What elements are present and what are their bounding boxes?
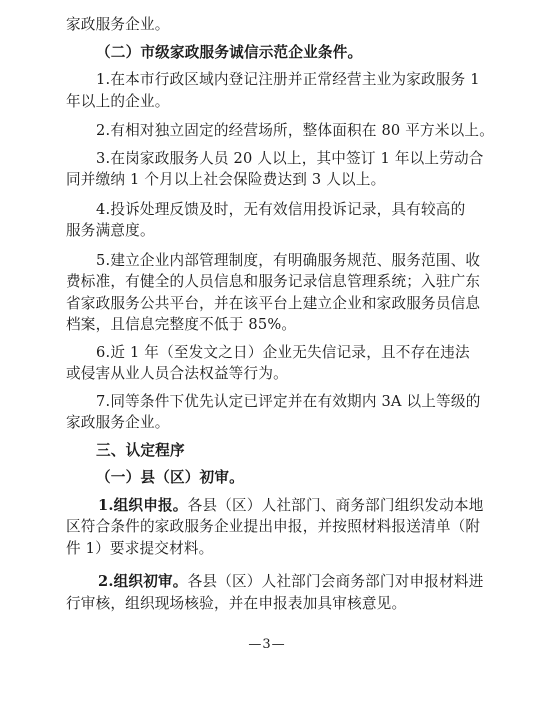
item-lead-organize-review: 2.组织初审。 <box>98 573 188 590</box>
section-heading-procedure: 三、认定程序 <box>96 441 185 459</box>
text-line: 费标准，有健全的人员信息和服务记录信息管理系统；入驻广东 <box>66 273 481 290</box>
subsection-heading-county-review: （一）县（区）初审。 <box>96 469 244 486</box>
text-line: 家政服务企业。 <box>66 414 170 431</box>
text-line-application <box>66 495 484 517</box>
text-line: 省家政服务公共平台，并在该平台上建立企业和家政服务员信息 <box>66 294 481 312</box>
text-line: 5.建立企业内部管理制度，有明确服务规范、服务范围、收 <box>96 251 481 269</box>
item-text-organize-application: 各县（区）人社部门、商务部门组织发动本地 <box>187 496 484 514</box>
text-line: 区符合条件的家政服务企业提出申报，并按照材料报送清单（附 <box>66 518 481 535</box>
text-line: 或侵害从业人员合法权益等行为。 <box>66 365 288 382</box>
section-heading-municipal-conditions: （二）市级家政服务诚信示范企业条件。 <box>96 43 363 61</box>
text-line: 档案，且信息完整度不低于 85%。 <box>66 316 297 333</box>
text-line: 1.在本市行政区域内登记注册并正常经营主业为家政服务 1 <box>96 71 480 88</box>
text-line: 4.投诉处理反馈及时，无有效信用投诉记录，具有较高的 <box>96 200 466 218</box>
text-line: 年以上的企业。 <box>66 92 170 110</box>
text-line: 6.近 1 年（至发文之日）企业无失信记录，且不存在违法 <box>96 343 470 361</box>
text-line: 家政服务企业。 <box>66 16 170 33</box>
text-line: 3.在岗家政服务人员 20 人以上，其中签订 1 年以上劳动合 <box>96 149 484 167</box>
text-line: 服务满意度。 <box>66 222 155 239</box>
text-line: 行审核，组织现场核验，并在申报表加具审核意见。 <box>66 594 407 612</box>
item-lead-organize-application: 1.组织申报。 <box>98 496 188 514</box>
text-line: 同并缴纳 1 个月以上社会保险费达到 3 人以上。 <box>66 171 386 188</box>
text-line: 2.有相对独立固定的经营场所，整体面积在 80 平方米以上。 <box>96 122 495 139</box>
text-line: 件 1）要求提交材料。 <box>66 539 214 557</box>
text-line: 7.同等条件下优先认定已评定并在有效期内 3A 以上等级的 <box>96 392 481 410</box>
page-number: —3— <box>248 637 286 652</box>
item-text-organize-review: 各县（区）人社部门会商务部门对申报材料进 <box>187 573 484 590</box>
text-line-initial-review <box>66 571 484 593</box>
document-body <box>66 14 495 614</box>
